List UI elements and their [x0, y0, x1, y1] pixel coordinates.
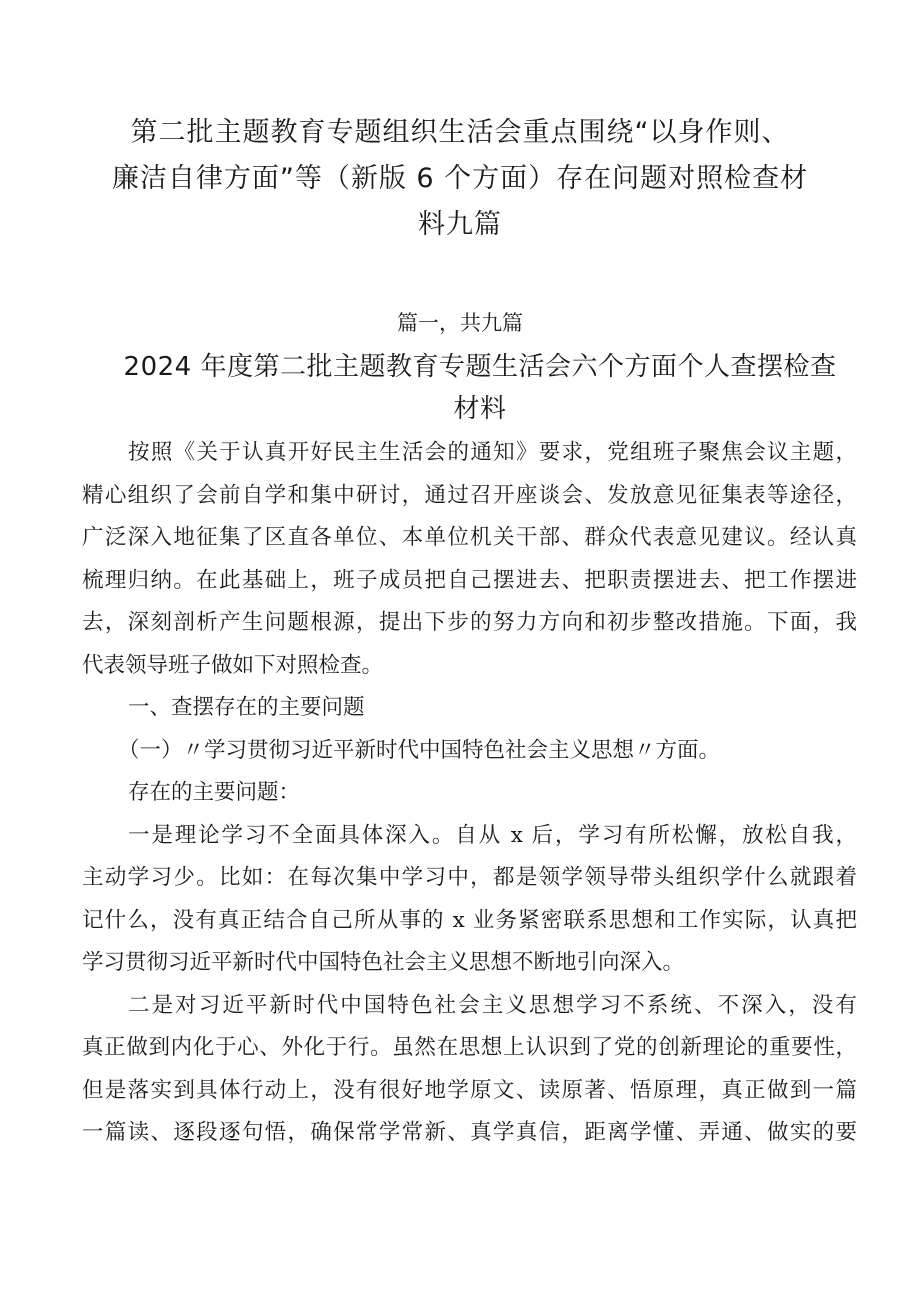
heading-level-1: 一、查摆存在的主要问题	[128, 695, 365, 720]
paragraph-line: 广泛深入地征集了区直各单位、本单位机关干部、群众代表意见建议。经认真	[82, 525, 857, 550]
paragraph-line: 一是理论学习不全面具体深入。自从 x 后，学习有所松懈，放松自我，	[128, 822, 857, 848]
document-title-line: 第二批主题教育专题组织生活会重点围绕“以身作则、	[130, 117, 790, 148]
paragraph-intro	[82, 432, 857, 687]
document-title-line: 廉洁自律方面”等（新版 6 个方面）存在问题对照检查材	[111, 163, 809, 194]
paragraph-line: 二是对习近平新时代中国特色社会主义思想学习不系统、不深入，没有	[128, 992, 857, 1018]
paragraph-line: 按照《关于认真开好民主生活会的通知》要求，党组班子聚焦会议主题，	[128, 440, 857, 465]
document-title	[90, 110, 830, 248]
paragraph-line: 记什么，没有真正结合自己所从事的 x 业务紧密联系思想和工作实际，认真把	[82, 907, 857, 933]
paragraph-line: 主动学习少。比如：在每次集中学习中，都是领学领导带头组织学什么就跟着	[82, 865, 857, 890]
document-title-line: 料九篇	[418, 209, 502, 240]
section-title-line: 2024 年度第二批主题教育专题生活会六个方面个人查摆检查	[123, 352, 837, 382]
paragraph-issue-two	[82, 985, 857, 1155]
paragraph-line: 学习贯彻习近平新时代中国特色社会主义思想不断地引向深入。	[82, 950, 685, 975]
issues-label: 存在的主要问题：	[128, 780, 301, 805]
paragraph-line: 精心组织了会前自学和集中研讨，通过召开座谈会、发放意见征集表等途径，	[82, 482, 857, 508]
paragraph-line: 但是落实到具体行动上，没有很好地学原文、读原著、悟原理，真正做到一篇	[82, 1077, 857, 1103]
paragraph-line: 去，深刻剖析产生问题根源，提出下步的努力方向和初步整改措施。下面，我	[82, 610, 857, 635]
paragraph-line: 梳理归纳。在此基础上，班子成员把自己摆进去、把职责摆进去、把工作摆进	[82, 567, 857, 593]
heading-level-2: （一）〃学习贯彻习近平新时代中国特色社会主义思想〃方面。	[118, 737, 721, 763]
section-title-line: 材料	[453, 394, 507, 424]
paragraph-line: 代表领导班子做如下对照检查。	[82, 652, 384, 678]
section-title	[100, 346, 860, 430]
paragraph-line: 真正做到内化于心、外化于行。虽然在思想上认识到了党的创新理论的重要性，	[82, 1035, 857, 1060]
document-body	[82, 432, 857, 1155]
paragraph-issue-one	[82, 815, 857, 985]
chapter-label: 篇一，共九篇	[397, 311, 523, 335]
paragraph-line: 一篇读、逐段逐句悟，确保常学常新、真学真信，距离学懂、弄通、做实的要	[82, 1120, 857, 1145]
